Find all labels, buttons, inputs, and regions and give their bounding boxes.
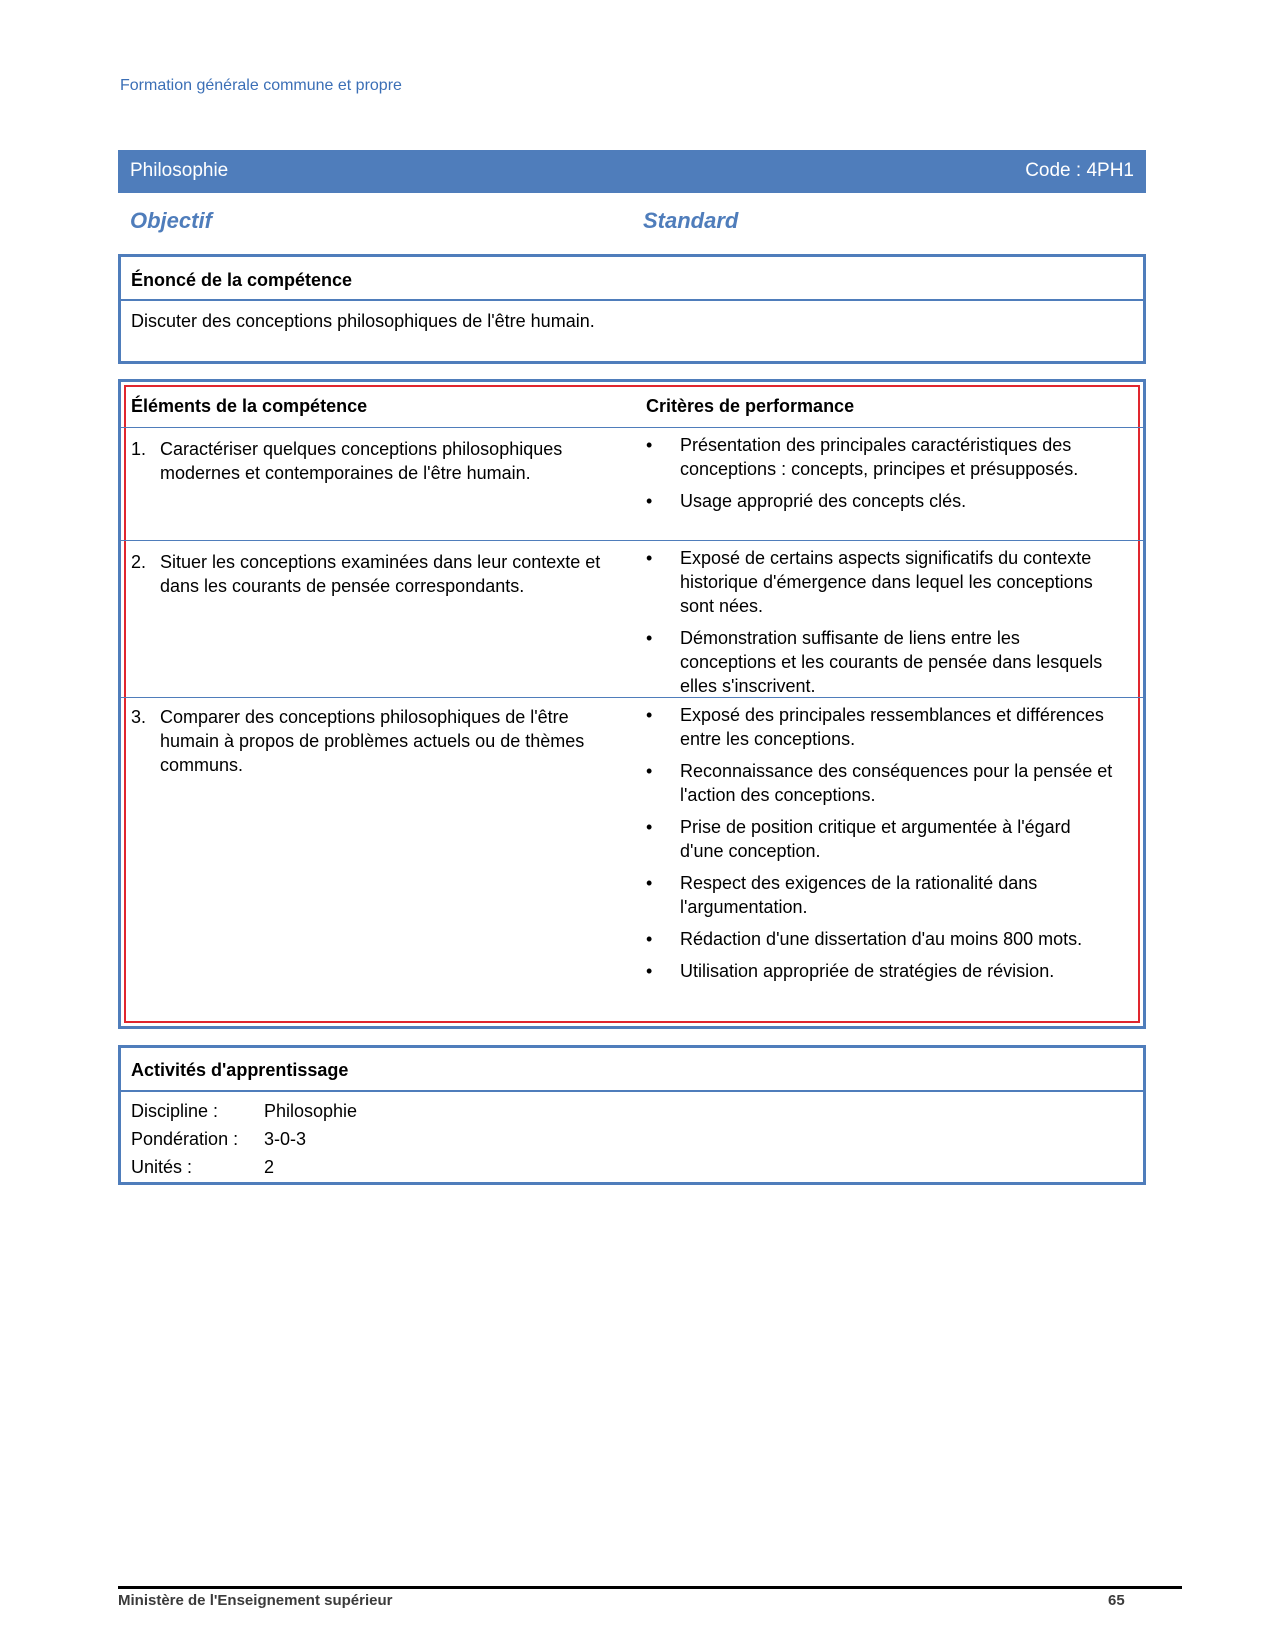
criterion-item: • Exposé des principales ressemblances et différences entre les conceptions. [646, 705, 1104, 749]
bullet-icon: • [646, 491, 653, 511]
criterion-item: • Usage approprié des concepts clés. [646, 491, 967, 511]
bullet-icon: • [646, 817, 653, 837]
criterion-item: • Rédaction d'une dissertation d'au moins 800 mots. [646, 929, 1083, 949]
criteria-list [646, 703, 1116, 991]
course-title-bar [118, 150, 1146, 193]
element-number: 3. [131, 707, 147, 727]
competence-table-header [121, 382, 1143, 428]
criteria-heading: Critères de performance [646, 396, 855, 416]
criteria-list [646, 546, 1116, 706]
criterion-item: • Respect des exigences de la rationalité dans l'argumentation. [646, 873, 1038, 917]
activites-heading: Activités d'apprentissage [121, 1048, 1143, 1092]
program-header: Formation générale commune et propre [120, 77, 402, 94]
element-item [131, 437, 601, 485]
criterion-item: • Démonstration suffisante de liens entre les conceptions et les courants de pensée dans lesquels elles s'inscrivent. [646, 628, 1103, 696]
footer-divider [118, 1586, 1182, 1589]
enonce-box [118, 254, 1146, 364]
bullet-icon: • [646, 873, 653, 893]
page-number: 65 [1108, 1592, 1125, 1609]
element-text: Caractériser quelques conceptions philosophiques modernes et contemporaines de l'être humain. [160, 439, 563, 483]
criterion-item: • Utilisation appropriée de stratégies de révision. [646, 961, 1055, 981]
table-row [121, 540, 1143, 698]
bullet-icon: • [646, 961, 653, 981]
competence-table [118, 379, 1146, 1029]
bullet-icon: • [646, 435, 653, 455]
element-text: Comparer des conceptions philosophiques de l'être humain à propos de problèmes actuels ou de thèmes communs. [160, 707, 585, 775]
criterion-item: • Reconnaissance des conséquences pour la pensée et l'action des conceptions. [646, 761, 1113, 805]
element-text: Situer les conceptions examinées dans leur contexte et dans les courants de pensée correspondants. [160, 552, 601, 596]
criterion-item: • Présentation des principales caractéristiques des conceptions : concepts, principes et présupposés. [646, 435, 1079, 479]
criterion-item: • Prise de position critique et argumentée à l'égard d'une conception. [646, 817, 1071, 861]
standard-heading: Standard [643, 208, 739, 233]
element-item [131, 705, 601, 777]
enonce-text: Discuter des conceptions philosophiques de l'être humain. [131, 311, 595, 331]
discipline-line: Discipline : Philosophie [131, 1101, 358, 1121]
objective-heading: Objectif [130, 208, 212, 233]
footer-ministry: Ministère de l'Enseignement supérieur [118, 1592, 393, 1609]
criterion-item: • Exposé de certains aspects significatifs du contexte historique d'émergence dans lequel les conceptions sont nées. [646, 548, 1093, 616]
unites-line: Unités : 2 [131, 1157, 275, 1177]
element-item [131, 550, 601, 598]
bullet-icon: • [646, 761, 653, 781]
criteria-list [646, 433, 1116, 521]
elements-heading: Éléments de la compétence [131, 396, 368, 416]
table-row [121, 697, 1143, 1017]
discipline-title: Philosophie [130, 160, 229, 181]
table-row [121, 427, 1143, 541]
bullet-icon: • [646, 705, 653, 725]
bullet-icon: • [646, 929, 653, 949]
ponderation-line: Pondération : 3-0-3 [131, 1129, 307, 1149]
bullet-icon: • [646, 628, 653, 648]
bullet-icon: • [646, 548, 653, 568]
element-number: 1. [131, 439, 147, 459]
course-code: Code : 4PH1 [1025, 160, 1134, 181]
enonce-heading: Énoncé de la compétence [121, 257, 1143, 301]
activites-box [118, 1045, 1146, 1185]
element-number: 2. [131, 552, 147, 572]
